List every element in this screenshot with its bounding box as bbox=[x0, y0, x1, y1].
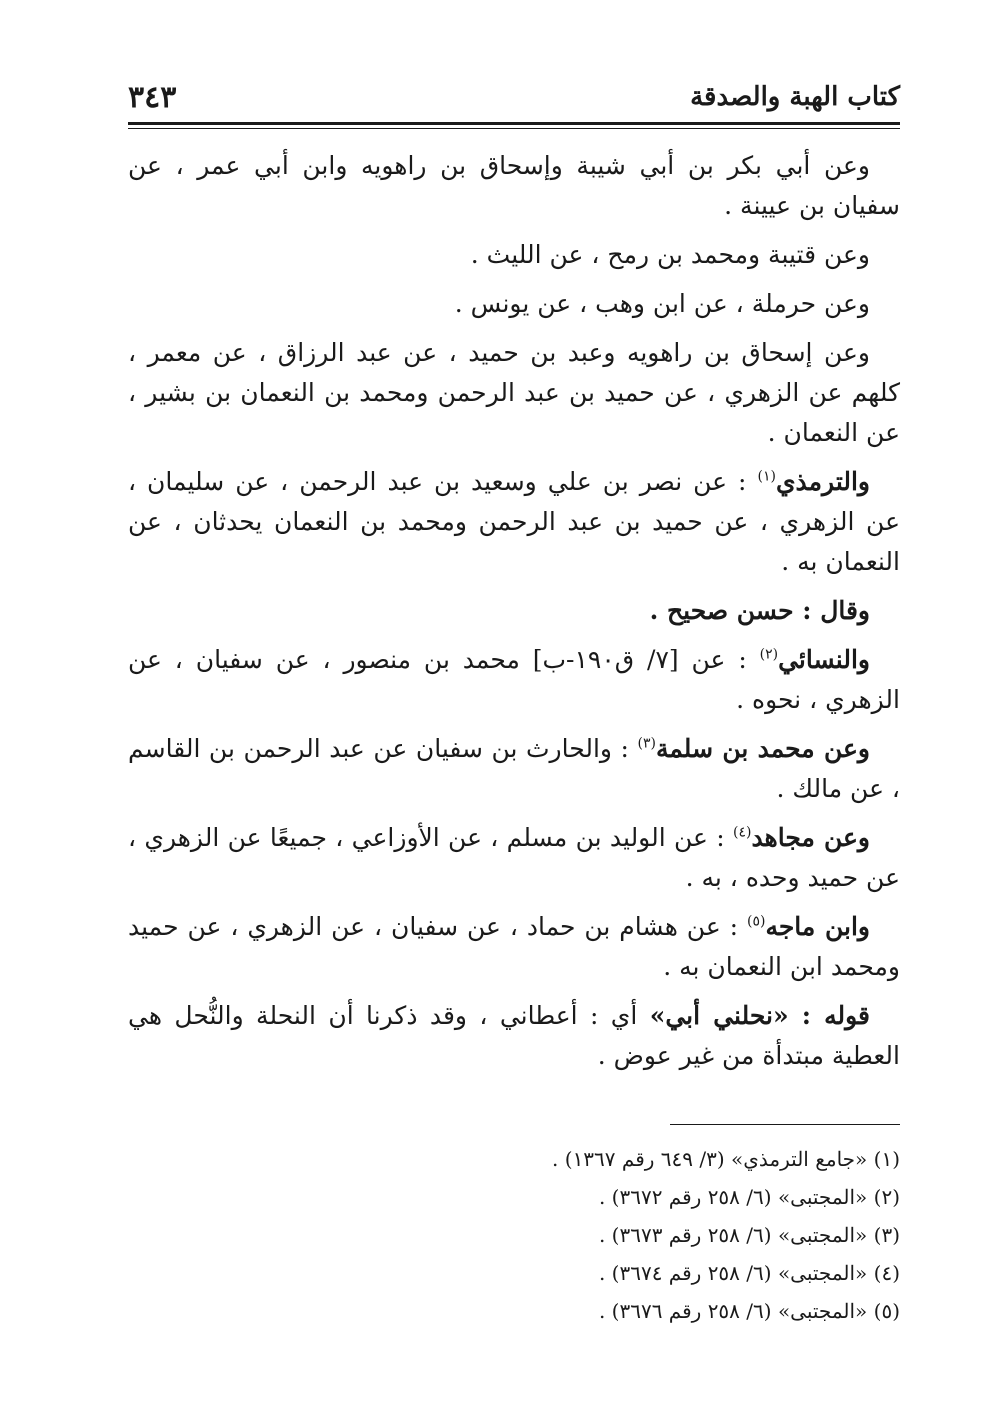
paragraph-text: وعن قتيبة ومحمد بن رمح ، عن الليث . bbox=[470, 240, 870, 269]
paragraph bbox=[128, 818, 900, 898]
footnotes bbox=[128, 1140, 900, 1330]
paragraph bbox=[128, 591, 900, 631]
paragraph bbox=[128, 640, 900, 720]
paragraph bbox=[128, 333, 900, 453]
page-number: ٣٤٣ bbox=[128, 80, 177, 115]
header-rule-thick bbox=[128, 122, 900, 125]
paragraph bbox=[128, 284, 900, 324]
paragraph-lead: وابن ماجه bbox=[765, 912, 870, 941]
paragraph bbox=[128, 235, 900, 275]
paragraph bbox=[128, 996, 900, 1076]
footnote: (٥) «المجتبى» (٦/ ٢٥٨ رقم ٣٦٧٦) . bbox=[598, 1299, 900, 1323]
paragraph-text: : عن هشام بن حماد ، عن سفيان ، عن الزهري ، عن حميد ومحمد ابن النعمان به . bbox=[128, 912, 900, 981]
paragraph bbox=[128, 729, 900, 809]
paragraph bbox=[128, 462, 900, 582]
paragraph-text: : عن الوليد بن مسلم ، عن الأوزاعي ، جميعًا عن الزهري ، عن حميد وحده ، به . bbox=[128, 823, 900, 892]
footnote: (٣) «المجتبى» (٦/ ٢٥٨ رقم ٣٦٧٣) . bbox=[598, 1223, 900, 1247]
paragraph-text: : والحارث بن سفيان عن عبد الرحمن بن القاسم ، عن مالك . bbox=[128, 734, 900, 803]
paragraph-lead: والترمذي bbox=[775, 467, 870, 496]
footnote: (٢) «المجتبى» (٦/ ٢٥٨ رقم ٣٦٧٢) . bbox=[598, 1185, 900, 1209]
footnote: (٤) «المجتبى» (٦/ ٢٥٨ رقم ٣٦٧٤) . bbox=[598, 1261, 900, 1285]
paragraph-text: : عن [٧/ ق١٩٠-ب] محمد بن منصور ، عن سفيان ، عن الزهري ، نحوه . bbox=[128, 645, 900, 714]
footnote-ref: (٤) bbox=[732, 824, 752, 841]
footnote-separator bbox=[670, 1124, 900, 1125]
paragraph-lead: وقال : حسن صحيح . bbox=[649, 596, 870, 625]
paragraph-text: : عن نصر بن علي وسعيد بن عبد الرحمن ، عن سليمان ، عن الزهري ، عن حميد بن عبد الرحمن ومحمد بن النعمان يحدثان ، عن النعمان به . bbox=[128, 467, 900, 576]
footnote-ref: (١) bbox=[757, 468, 776, 485]
paragraph-text: وعن إسحاق بن راهويه وعبد بن حميد ، عن عبد الرزاق ، عن معمر ، كلهم عن الزهري ، عن حميد بن عبد الرحمن ومحمد بن النعمان بن بشير ، عن النعمان . bbox=[128, 338, 900, 447]
paragraph-lead: وعن محمد بن سلمة bbox=[655, 734, 870, 763]
footnote-ref: (٥) bbox=[746, 913, 766, 930]
paragraph-text: وعن حرملة ، عن ابن وهب ، عن يونس . bbox=[454, 289, 870, 318]
chapter-title: كتاب الهبة والصدقة bbox=[690, 82, 900, 112]
header-rule-thin bbox=[128, 128, 900, 129]
footnote-ref: (٣) bbox=[637, 735, 656, 752]
paragraph bbox=[128, 146, 900, 226]
footnote: (١) «جامع الترمذي» (٣/ ٦٤٩ رقم ١٣٦٧) . bbox=[552, 1147, 900, 1171]
main-text bbox=[128, 146, 900, 1085]
paragraph-lead: وعن مجاهد bbox=[751, 823, 870, 852]
paragraph bbox=[128, 907, 900, 987]
running-header bbox=[128, 80, 900, 120]
paragraph-lead: والنسائي bbox=[778, 645, 870, 674]
paragraph-lead: قوله : «نحلني أبي» bbox=[649, 1001, 870, 1030]
footnote-ref: (٢) bbox=[759, 646, 779, 663]
paragraph-text: وعن أبي بكر بن أبي شيبة وإسحاق بن راهويه وابن أبي عمر ، عن سفيان بن عيينة . bbox=[128, 151, 900, 220]
paragraph-text: أي : أعطاني ، وقد ذكرنا أن النحلة والنُّحل هي العطية مبتدأة من غير عوض . bbox=[128, 1001, 900, 1070]
